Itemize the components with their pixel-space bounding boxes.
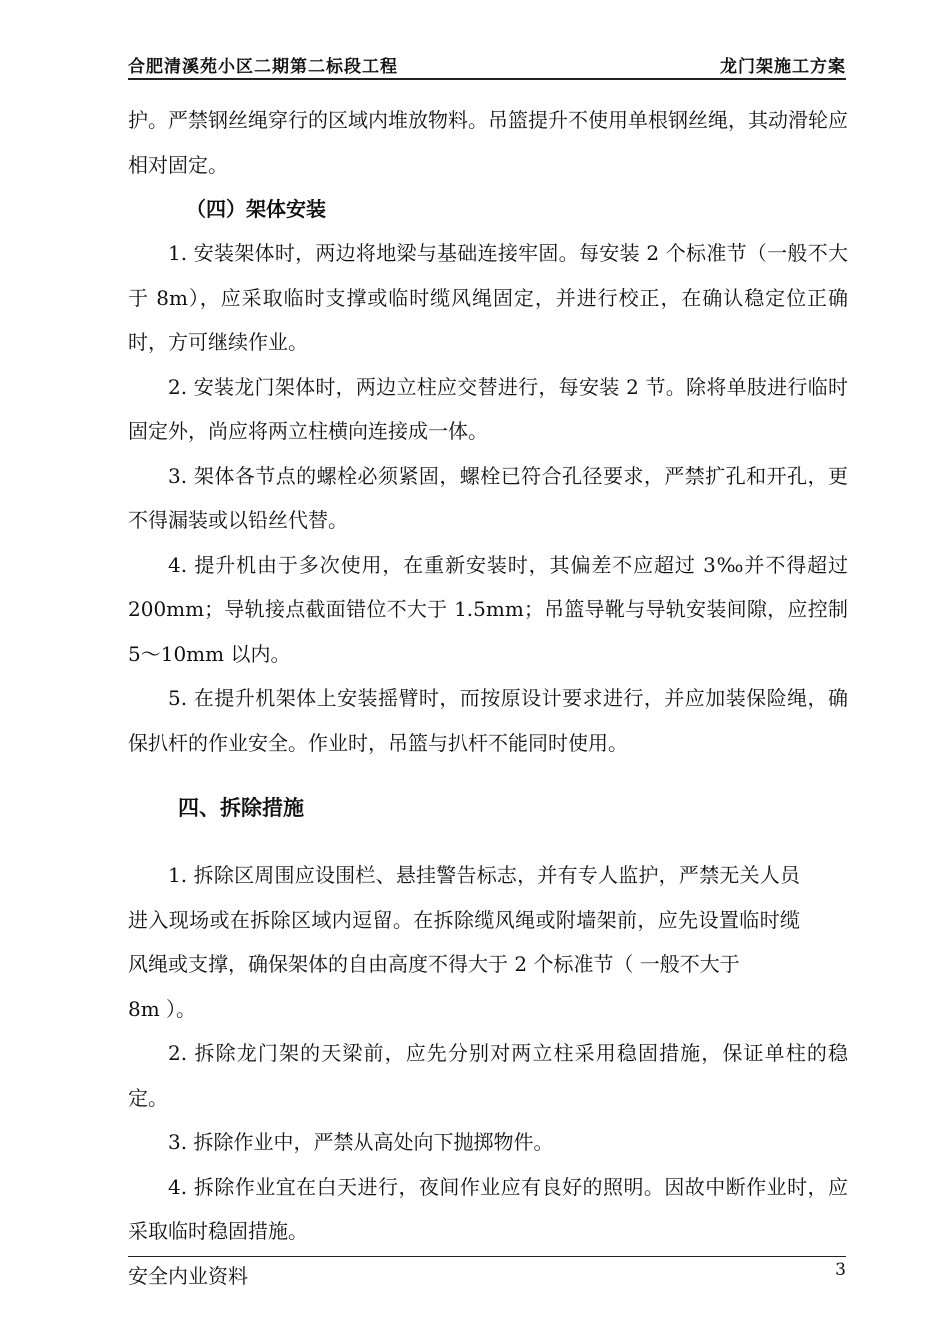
header-project-title: 合肥清溪苑小区二期第二标段工程 (128, 57, 398, 77)
dismantle-item-2: 2. 拆除龙门架的天梁前，应先分别对两立柱采用稳固措施，保证单柱的稳定。 (128, 1041, 848, 1110)
footer-label: 安全内业资料 (128, 1264, 248, 1288)
dismantle-item-1-cont: 8m ）。 (128, 996, 197, 1021)
header-divider (128, 78, 846, 80)
page-number: 3 (835, 1260, 846, 1280)
install-item-4: 4. 提升机由于多次使用，在重新安装时，其偏差不应超过 3‰并不得超过 200mm；导轨接点截面错位不大于 1.5mm；吊篮导靴与导轨安装间隙，应控制 5～10mm 以内。 (128, 552, 848, 666)
subsection-heading-install: （四）架体安装 (186, 197, 326, 221)
page-header (128, 48, 846, 76)
continued-paragraph: 护。严禁钢丝绳穿行的区域内堆放物料。吊篮提升不使用单根钢丝绳，其动滑轮应相对固定。 (128, 108, 848, 177)
install-item-5: 5. 在提升机架体上安装摇臂时，而按原设计要求进行，并应加装保险绳，确保扒杆的作业安全。作业时，吊篮与扒杆不能同时使用。 (128, 686, 848, 755)
install-item-3: 3. 架体各节点的螺栓必须紧固，螺栓已符合孔径要求，严禁扩孔和开孔，更不得漏装或以铅丝代替。 (128, 463, 848, 532)
dismantle-item-3: 3. 拆除作业中，严禁从高处向下抛掷物件。 (168, 1130, 554, 1154)
dismantle-item-4: 4. 拆除作业宜在白天进行，夜间作业应有良好的照明。因故中断作业时，应采取临时稳固措施。 (128, 1174, 848, 1243)
section-heading-dismantle: 四、拆除措施 (178, 796, 304, 820)
dismantle-item-1: 1. 拆除区周围应设围栏、悬挂警告标志，并有专人监护，严禁无关人员进入现场或在拆除区域内逗留。在拆除缆风绳或附墙架前，应先设置临时缆风绳或支撑，确保架体的自由高度不得大于 2 个标准节（ 一般不大于 (128, 863, 800, 976)
install-item-2: 2. 安装龙门架体时，两边立柱应交替进行，每安装 2 节。除将单肢进行临时固定外，尚应将两立柱横向连接成一体。 (128, 374, 848, 443)
install-item-1: 1. 安装架体时，两边将地梁与基础连接牢固。每安装 2 个标准节（一般不大于 8m），应采取临时支撑或临时缆风绳固定，并进行校正，在确认稳定位正确时，方可继续作业。 (128, 241, 848, 354)
footer-divider (128, 1256, 846, 1257)
header-document-title: 龙门架施工方案 (720, 57, 846, 77)
page-body (128, 98, 848, 1254)
page-footer (128, 1260, 846, 1290)
